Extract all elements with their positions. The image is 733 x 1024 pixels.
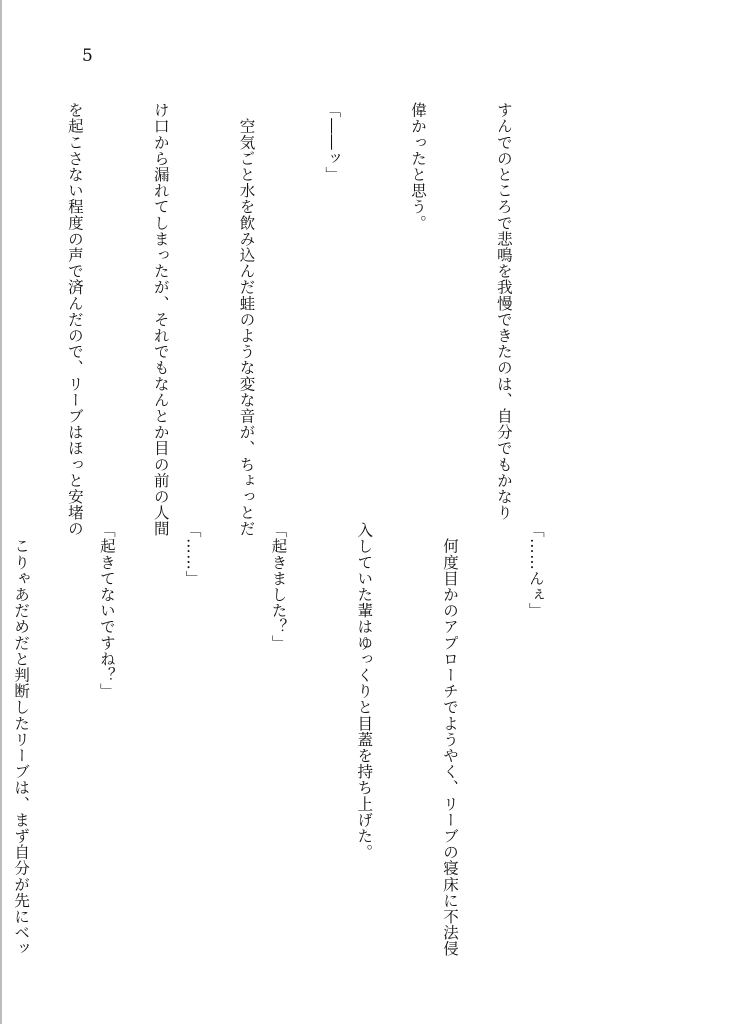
text-line: 「……んぇ」 [526,522,545,619]
text-line: 何度目かのアプローチでようやく、リーブの寝床に不法侵 [441,522,460,957]
text-block-bottom [0,522,607,957]
text-line: 入していた輩はゆっくりと目蓋を持ち上げた。 [355,522,374,861]
text-line: すんでのところで悲鳴を我慢できたのは、自分でもかなり [494,102,513,521]
text-line: 「起きました？」 [269,522,288,651]
text-line: 「……」 [183,522,202,587]
page-number: 5 [82,46,93,66]
text-line: を起こさない程度の声で済んだので、リーブはほっと安堵の [65,102,84,537]
text-line: 「――ッ」 [323,102,342,183]
text-line: 偉かったと思う。 [409,102,428,231]
text-line: こりゃあだめだと判断したリーブは、まず自分が先にベッ [12,522,31,957]
text-line: 空気ごと水を飲み込んだ蛙のような変な音が、ちょっとだ [237,102,256,537]
text-line: け口から漏れてしまったが、それでもなんとか目の前の人間 [151,102,170,537]
text-line [0,102,3,512]
text-line: 「起きてないですね？」 [97,522,116,700]
text-block-top [0,102,575,537]
